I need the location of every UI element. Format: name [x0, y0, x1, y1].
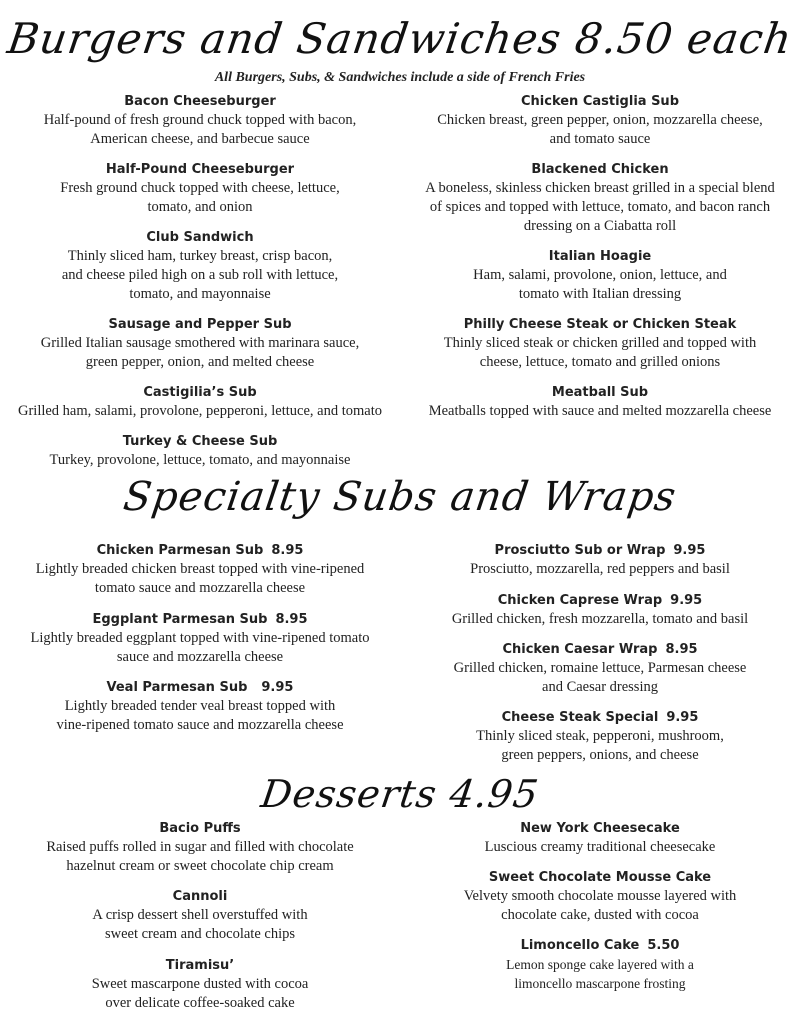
menu-item	[0, 956, 400, 1013]
item-price: 8.95	[665, 642, 698, 657]
item-name: Chicken Parmesan Sub 8.95	[96, 543, 304, 558]
item-desc: Velvety smooth chocolate mousse layered with	[463, 888, 737, 904]
item-name: Sweet Chocolate Mousse Cake	[488, 870, 712, 885]
menu-item	[0, 819, 400, 876]
item-desc: tomato, and mayonnaise	[129, 286, 271, 302]
item-name: Chicken Castiglia Sub	[520, 94, 679, 109]
item-desc: sweet cream and chocolate chips	[104, 926, 296, 942]
menu-item	[0, 887, 400, 944]
menu-item	[400, 160, 800, 236]
item-desc: hazelnut cream or sweet chocolate chip cream	[66, 858, 334, 874]
item-name: New York Cheesecake	[520, 821, 680, 836]
menu-item	[400, 708, 800, 765]
item-price: 9.95	[666, 710, 699, 725]
item-desc: chocolate cake, dusted with cocoa	[501, 907, 699, 923]
item-name: Club Sandwich	[146, 230, 254, 245]
menu-item	[0, 432, 400, 470]
item-price: 8.95	[275, 612, 308, 627]
item-desc: Meatballs topped with sauce and melted mozzarella cheese	[428, 403, 772, 419]
menu-item	[400, 383, 800, 421]
item-desc: Half-pound of fresh ground chuck topped with bacon,	[43, 112, 357, 128]
item-name: Tiramisu’	[165, 958, 235, 973]
item-desc: Thinly sliced steak or chicken grilled and topped with	[443, 335, 757, 351]
fries-note: All Burgers, Subs, & Sandwiches include a side of French Fries	[214, 70, 586, 85]
item-name: Castigilia’s Sub	[143, 385, 257, 400]
item-desc: cheese, lettuce, tomato and grilled onions	[479, 354, 721, 370]
item-desc: vine-ripened tomato sauce and mozzarella cheese	[56, 717, 344, 733]
item-desc: Grilled chicken, romaine lettuce, Parmesan cheese	[453, 660, 747, 676]
menu-item	[0, 610, 400, 667]
desserts-right-column	[400, 819, 800, 999]
item-price: 5.50	[647, 938, 680, 953]
item-desc: green peppers, onions, and cheese	[501, 747, 699, 763]
item-price: 9.95	[673, 543, 706, 558]
item-desc: A boneless, skinless chicken breast grilled in a special blend	[425, 180, 775, 196]
item-name: Bacon Cheeseburger	[124, 94, 276, 109]
item-desc: limoncello mascarpone frosting	[514, 976, 686, 991]
menu-item	[0, 160, 400, 217]
menu-item	[400, 868, 800, 925]
item-desc: Grilled ham, salami, provolone, pepperoni, lettuce, and tomato	[17, 403, 382, 419]
desserts-left-column	[0, 819, 400, 1029]
item-name: Cannoli	[172, 889, 228, 904]
item-price: 8.95	[271, 543, 304, 558]
item-name: Turkey & Cheese Sub	[122, 434, 278, 449]
item-desc: Lightly breaded chicken breast topped with vine-ripened	[35, 561, 365, 577]
burgers-left-column	[0, 92, 400, 472]
menu-item	[0, 541, 400, 598]
item-desc: Turkey, provolone, lettuce, tomato, and mayonnaise	[49, 452, 351, 468]
item-desc: Lightly breaded tender veal breast topped with	[64, 698, 336, 714]
item-desc: Prosciutto, mozzarella, red peppers and basil	[470, 561, 730, 577]
burgers-right-column	[400, 92, 800, 432]
menu-item	[0, 383, 400, 421]
item-desc: A crisp dessert shell overstuffed with	[92, 907, 308, 923]
item-name: Meatball Sub	[551, 385, 649, 400]
item-name: Limoncello Cake 5.50	[520, 938, 680, 953]
item-name: Blackened Chicken	[531, 162, 669, 177]
menu-item	[400, 92, 800, 149]
item-desc: American cheese, and barbecue sauce	[90, 131, 310, 147]
item-desc: Raised puffs rolled in sugar and filled with chocolate	[46, 839, 354, 855]
specialty-right-column	[400, 541, 800, 771]
item-desc: Chicken breast, green pepper, onion, mozzarella cheese,	[437, 112, 763, 128]
item-price: 9.95	[261, 680, 294, 695]
item-desc: Lemon sponge cake layered with a	[506, 957, 694, 972]
item-name: Chicken Caprese Wrap 9.95	[497, 593, 703, 608]
item-desc: and cheese piled high on a sub roll with lettuce,	[61, 267, 339, 283]
item-desc: Grilled chicken, fresh mozzarella, tomato and basil	[451, 611, 749, 627]
item-desc: Thinly sliced ham, turkey breast, crisp bacon,	[67, 248, 333, 264]
desserts-section-title: Desserts 4.95	[258, 772, 542, 816]
menu-item	[400, 541, 800, 579]
item-desc: of spices and topped with lettuce, tomato, and bacon ranch	[429, 199, 771, 215]
item-desc: over delicate coffee-soaked cake	[105, 995, 295, 1011]
item-desc: Grilled Italian sausage smothered with marinara sauce,	[40, 335, 360, 351]
menu-item	[400, 819, 800, 857]
item-desc: Ham, salami, provolone, onion, lettuce, and	[473, 267, 727, 283]
item-name: Italian Hoagie	[548, 249, 652, 264]
menu-item	[400, 936, 800, 993]
item-desc: Lightly breaded eggplant topped with vine-ripened tomato	[30, 630, 370, 646]
item-name: Half-Pound Cheeseburger	[105, 162, 295, 177]
menu-item	[400, 640, 800, 697]
item-desc: dressing on a Ciabatta roll	[523, 218, 677, 234]
item-name: Philly Cheese Steak or Chicken Steak	[463, 317, 737, 332]
item-desc: tomato, and onion	[147, 199, 253, 215]
item-desc: and tomato sauce	[549, 131, 651, 147]
specialty-section-title: Specialty Subs and Wraps	[120, 474, 680, 520]
menu-item	[400, 247, 800, 304]
menu-item	[400, 591, 800, 629]
item-desc: Fresh ground chuck topped with cheese, lettuce,	[60, 180, 340, 196]
specialty-left-column	[0, 541, 400, 741]
item-name: Eggplant Parmesan Sub 8.95	[92, 612, 308, 627]
item-name: Prosciutto Sub or Wrap 9.95	[494, 543, 706, 558]
burgers-section-title: Burgers and Sandwiches 8.50 each	[4, 14, 796, 63]
menu-item	[0, 315, 400, 372]
item-name: Veal Parmesan Sub 9.95	[106, 680, 294, 695]
menu-item	[400, 315, 800, 372]
item-desc: and Caesar dressing	[542, 679, 658, 695]
menu-item	[0, 228, 400, 304]
item-name: Cheese Steak Special 9.95	[501, 710, 699, 725]
item-desc: Luscious creamy traditional cheesecake	[484, 839, 716, 855]
item-name: Bacio Puffs	[159, 821, 241, 836]
item-desc: Sweet mascarpone dusted with cocoa	[91, 976, 309, 992]
item-price: 9.95	[670, 593, 703, 608]
item-desc: Thinly sliced steak, pepperoni, mushroom,	[476, 728, 724, 744]
item-desc: sauce and mozzarella cheese	[116, 649, 284, 665]
menu-item	[0, 678, 400, 735]
menu-item	[0, 92, 400, 149]
item-desc: tomato with Italian dressing	[518, 286, 682, 302]
item-desc: green pepper, onion, and melted cheese	[85, 354, 315, 370]
item-name: Chicken Caesar Wrap 8.95	[502, 642, 698, 657]
item-name: Sausage and Pepper Sub	[108, 317, 292, 332]
item-desc: tomato sauce and mozzarella cheese	[94, 580, 306, 596]
